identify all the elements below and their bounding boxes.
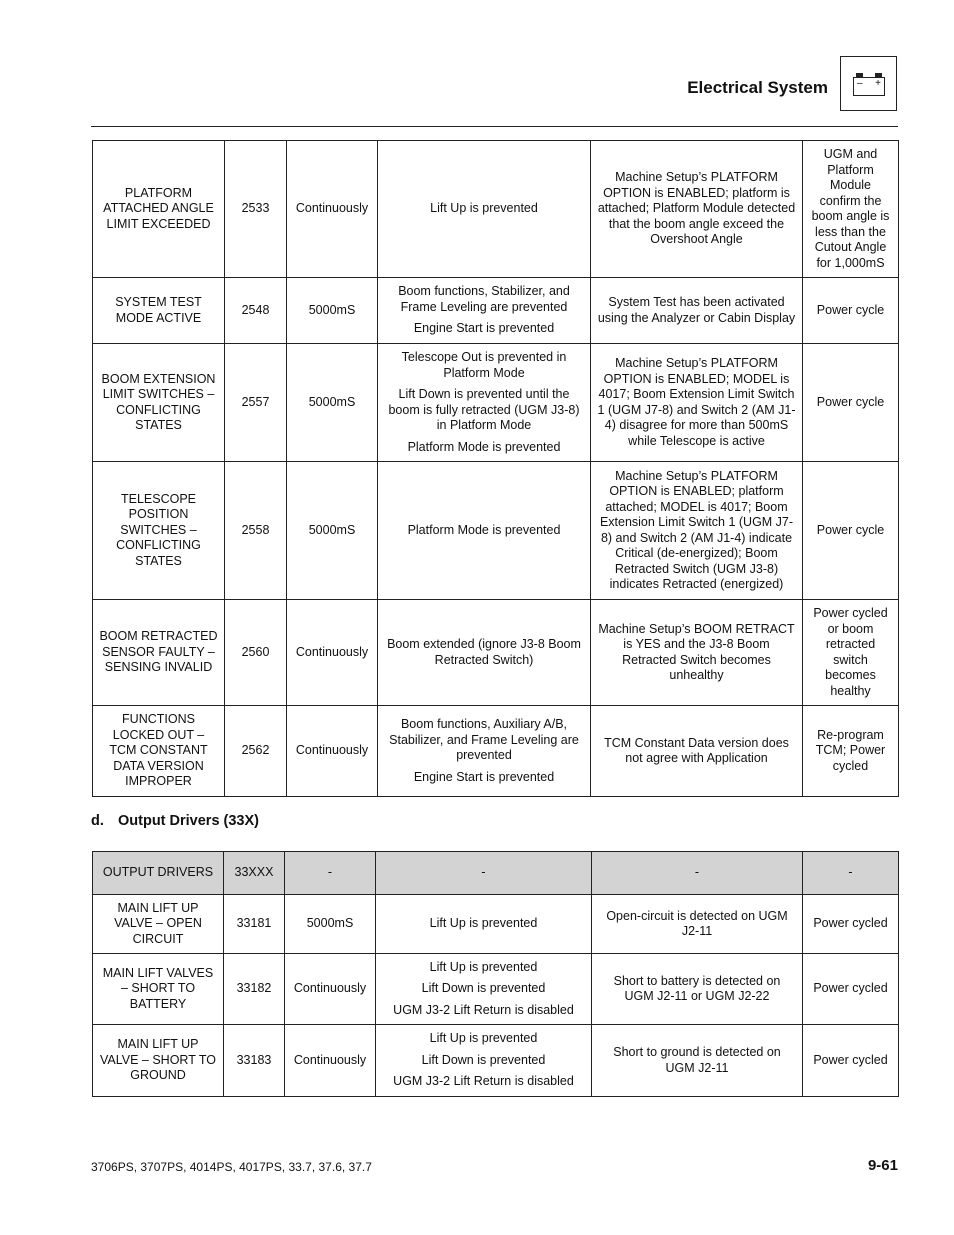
- table-row: [93, 141, 899, 278]
- page-number: 9-61: [867, 1157, 898, 1174]
- fault-action-cell: [378, 600, 591, 706]
- fault-code-table: [92, 140, 899, 797]
- fault-clear-cell: UGM and Platform Module confirm the boom angle is less than the Cutout Angle for 1,000mS: [803, 141, 899, 278]
- fault-clear-cell: Power cycled: [803, 895, 899, 954]
- fault-code-cell: 2560: [225, 600, 287, 706]
- fault-name-cell: MAIN LIFT UP VALVE – OPEN CIRCUIT: [93, 895, 224, 954]
- fault-timing-cell: 5000mS: [285, 895, 376, 954]
- fault-action-cell: [376, 1025, 592, 1097]
- fault-clear-cell: Power cycle: [803, 278, 899, 344]
- fault-action-text: Engine Start is prevented: [413, 769, 555, 784]
- fault-action-text: Lift Up is prevented: [429, 1031, 538, 1046]
- fault-timing-cell: Continuously: [287, 706, 378, 797]
- table-header-row: [93, 852, 899, 895]
- fault-clear-cell: Re-program TCM; Power cycled: [803, 706, 899, 797]
- header-cell: -: [803, 852, 899, 895]
- fault-action-cell: [378, 706, 591, 797]
- fault-action-text: Lift Down is prevented: [421, 1052, 546, 1067]
- header-cell: OUTPUT DRIVERS: [93, 852, 224, 895]
- fault-condition-cell: Machine Setup’s PLATFORM OPTION is ENABLED; platform is attached; Platform Module detected that the boom angle exceed the Overshoot Angle: [591, 141, 803, 278]
- fault-name-cell: MAIN LIFT VALVES – SHORT TO BATTERY: [93, 954, 224, 1025]
- fault-action-text: Lift Up is prevented: [430, 201, 538, 216]
- table-row: [93, 278, 899, 344]
- fault-condition-cell: Machine Setup’s BOOM RETRACT is YES and the J3-8 Boom Retracted Switch becomes unhealthy: [591, 600, 803, 706]
- fault-action-text: Lift Down is prevented: [421, 981, 546, 996]
- header-divider: [91, 126, 898, 127]
- fault-name-cell: PLATFORM ATTACHED ANGLE LIMIT EXCEEDED: [93, 141, 225, 278]
- fault-code-cell: 2533: [225, 141, 287, 278]
- footer-model-list: 3706PS, 3707PS, 4014PS, 4017PS, 33.7, 37.6, 37.7: [91, 1160, 372, 1174]
- fault-condition-cell: System Test has been activated using the Analyzer or Cabin Display: [591, 278, 803, 344]
- fault-action-text: Lift Down is prevented until the boom is fully retracted (UGM J3-8) in Platform Mode: [388, 387, 580, 432]
- fault-action-text: Boom functions, Auxiliary A/B, Stabilizer, and Frame Leveling are prevented: [389, 717, 579, 762]
- page-header-title: Electrical System: [687, 78, 828, 97]
- fault-action-text: Boom functions, Stabilizer, and Frame Leveling are prevented: [398, 284, 570, 314]
- battery-icon: [840, 56, 897, 111]
- section-title: Output Drivers (33X): [118, 813, 259, 829]
- fault-clear-cell: Power cycled: [803, 954, 899, 1025]
- fault-action-cell: [378, 141, 591, 278]
- fault-action-cell: [378, 462, 591, 600]
- battery-body: [853, 77, 885, 96]
- fault-code-cell: 33181: [224, 895, 285, 954]
- fault-action-text: Platform Mode is prevented: [407, 439, 561, 454]
- fault-clear-cell: Power cycled: [803, 1025, 899, 1097]
- fault-condition-cell: Short to ground is detected on UGM J2-11: [592, 1025, 803, 1097]
- fault-code-cell: 2548: [225, 278, 287, 344]
- table-row: [93, 462, 899, 600]
- fault-condition-cell: Short to battery is detected on UGM J2-11 or UGM J2-22: [592, 954, 803, 1025]
- fault-action-text: Engine Start is prevented: [413, 321, 555, 336]
- fault-action-text: Lift Up is prevented: [429, 916, 538, 931]
- fault-clear-cell: Power cycle: [803, 344, 899, 462]
- fault-condition-cell: TCM Constant Data version does not agree with Application: [591, 706, 803, 797]
- fault-name-cell: BOOM EXTENSION LIMIT SWITCHES – CONFLICTING STATES: [93, 344, 225, 462]
- header-cell: -: [376, 852, 592, 895]
- fault-action-text: Lift Up is prevented: [429, 959, 538, 974]
- fault-action-text: Platform Mode is prevented: [407, 522, 561, 537]
- fault-timing-cell: 5000mS: [287, 462, 378, 600]
- fault-timing-cell: Continuously: [287, 600, 378, 706]
- fault-action-cell: [378, 344, 591, 462]
- output-drivers-table: [92, 851, 899, 1097]
- table-row: [93, 344, 899, 462]
- fault-timing-cell: 5000mS: [287, 344, 378, 462]
- battery-plus-sign: +: [875, 78, 881, 89]
- fault-action-text: Boom extended (ignore J3-8 Boom Retracted Switch): [387, 637, 581, 667]
- header-cell: 33XXX: [224, 852, 285, 895]
- fault-timing-cell: Continuously: [287, 141, 378, 278]
- fault-action-text: Telescope Out is prevented in Platform Mode: [401, 350, 567, 380]
- battery-minus-sign: –: [857, 78, 863, 89]
- fault-code-cell: 2558: [225, 462, 287, 600]
- header-cell: -: [592, 852, 803, 895]
- table-row: [93, 706, 899, 797]
- fault-action-cell: [376, 895, 592, 954]
- fault-name-cell: MAIN LIFT UP VALVE – SHORT TO GROUND: [93, 1025, 224, 1097]
- table-row: [93, 954, 899, 1025]
- table-row: [93, 1025, 899, 1097]
- fault-timing-cell: Continuously: [285, 1025, 376, 1097]
- header-cell: -: [285, 852, 376, 895]
- fault-action-text: UGM J3-2 Lift Return is disabled: [393, 1002, 574, 1017]
- table-row: [93, 600, 899, 706]
- fault-name-cell: FUNCTIONS LOCKED OUT – TCM CONSTANT DATA VERSION IMPROPER: [93, 706, 225, 797]
- fault-code-cell: 2557: [225, 344, 287, 462]
- table-row: [93, 895, 899, 954]
- fault-name-cell: TELESCOPE POSITION SWITCHES – CONFLICTING STATES: [93, 462, 225, 600]
- fault-timing-cell: 5000mS: [287, 278, 378, 344]
- fault-clear-cell: Power cycle: [803, 462, 899, 600]
- fault-name-cell: BOOM RETRACTED SENSOR FAULTY – SENSING INVALID: [93, 600, 225, 706]
- fault-clear-cell: Power cycled or boom retracted switch becomes healthy: [803, 600, 899, 706]
- section-heading: [91, 813, 259, 829]
- fault-name-cell: SYSTEM TEST MODE ACTIVE: [93, 278, 225, 344]
- fault-code-cell: 33182: [224, 954, 285, 1025]
- fault-code-cell: 2562: [225, 706, 287, 797]
- fault-condition-cell: Open-circuit is detected on UGM J2-11: [592, 895, 803, 954]
- fault-action-text: UGM J3-2 Lift Return is disabled: [393, 1074, 574, 1089]
- section-label: d.: [91, 813, 104, 829]
- fault-condition-cell: Machine Setup’s PLATFORM OPTION is ENABLED; platform attached; MODEL is 4017; Boom Extension Limit Switch 1 (UGM J7-8) and Switch 2 (AM J1-4) indicate Critical (de-energized); Boom Retracted Switch (UGM J3-8) indicates Retracted (energized): [591, 462, 803, 600]
- fault-timing-cell: Continuously: [285, 954, 376, 1025]
- fault-action-cell: [376, 954, 592, 1025]
- fault-action-cell: [378, 278, 591, 344]
- fault-condition-cell: Machine Setup’s PLATFORM OPTION is ENABLED; MODEL is 4017; Boom Extension Limit Switch 1 (UGM J7-8) and Switch 2 (AM J1-4) disagree for more than 500mS while Telescope is active: [591, 344, 803, 462]
- fault-code-cell: 33183: [224, 1025, 285, 1097]
